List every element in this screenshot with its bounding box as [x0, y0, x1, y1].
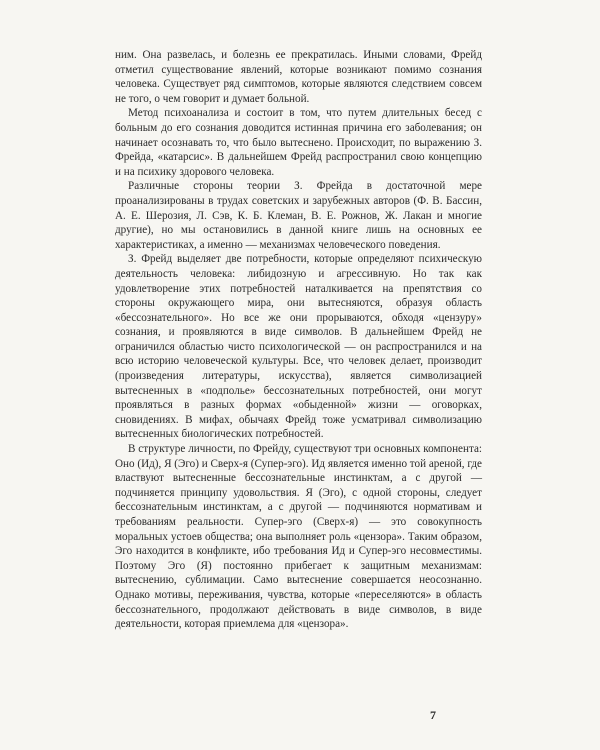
paragraph-3: Различные стороны теории З. Фрейда в достаточной мере проанализированы в трудах советских и зарубежных авторов (Ф. В. Бассин, А. Е. Шерозия, Л. Сэв, К. Б. Клеман, В. Е. Рожнов, Ж. Лакан и многие другие), но мы остановились в данной книге лишь на основных ее характеристиках, а именно — механизмах человеческого поведения.	[115, 180, 482, 251]
paragraph-4: З. Фрейд выделяет две потребности, которые определяют психическую деятельность человека: либидозную и агрессивную. Но так как удовлетворение этих потребностей наталкивается на препятствия со стороны окружающего мира, они вытесняются, образуя область «бессознательного». Но все же они прорываются, обходя «цензуру» сознания, и проявляются в виде символов. В дальнейшем Фрейд не ограничился областью чисто психологической — он распространился и на всю историю человеческой культуры. Все, что человек делает, производит (произведения литературы, искусства), является символизацией вытесненных в «подполье» бессознательных потребностей, они могут проявляться в разных формах «обыденной» жизни — оговорках, сновидениях. В мифах, обычаях Фрейд тоже усматривал символизацию вытесненных биологических потребностей.	[115, 253, 482, 441]
paragraph-1: ним. Она развелась, и болезнь ее прекратилась. Иными словами, Фрейд отметил существование явлений, которые возникают помимо сознания человека. Существует ряд симптомов, которые являются следствием совсем не того, о чем говорит и думает больной.	[115, 49, 482, 105]
page-number: 7	[430, 708, 436, 722]
paragraph-2: Метод психоанализа и состоит в том, что путем длительных бесед с больным до его сознания доводится истинная причина его заболевания; он начинает осознавать то, что было вытеснено. Происходит, по выражению З. Фрейда, «катарсис». В дальнейшем Фрейд распространил свою концепцию и на психику здорового человека.	[115, 107, 482, 178]
body-text	[115, 48, 482, 632]
paragraph-5: В структуре личности, по Фрейду, существуют три основных компонента: Оно (Ид), Я (Эго) и Сверх-я (Супер-эго). Ид является именно той ареной, где властвуют вытесненные бессознательные инстинктам, а с другой — подчиняется принципу удовольствия. Я (Эго), с одной стороны, следует бессознательным инстинктам, а с другой — подчиняются нормативам и требованиям реальности. Супер-эго (Сверх-я) — это совокупность моральных устоев общества; она выполняет роль «цензора». Таким образом, Эго находится в конфликте, ибо требования Ид и Супер-эго несовместимы. Поэтому Эго (Я) постоянно прибегает к защитным механизмам: вытеснению, сублимации. Само вытеснение совершается неосознанно. Однако мотивы, переживания, чувства, которые «переселяются» в область бессознательного, продолжают действовать в виде символов, в виде деятельности, которая приемлема для «цензора».	[115, 443, 482, 631]
